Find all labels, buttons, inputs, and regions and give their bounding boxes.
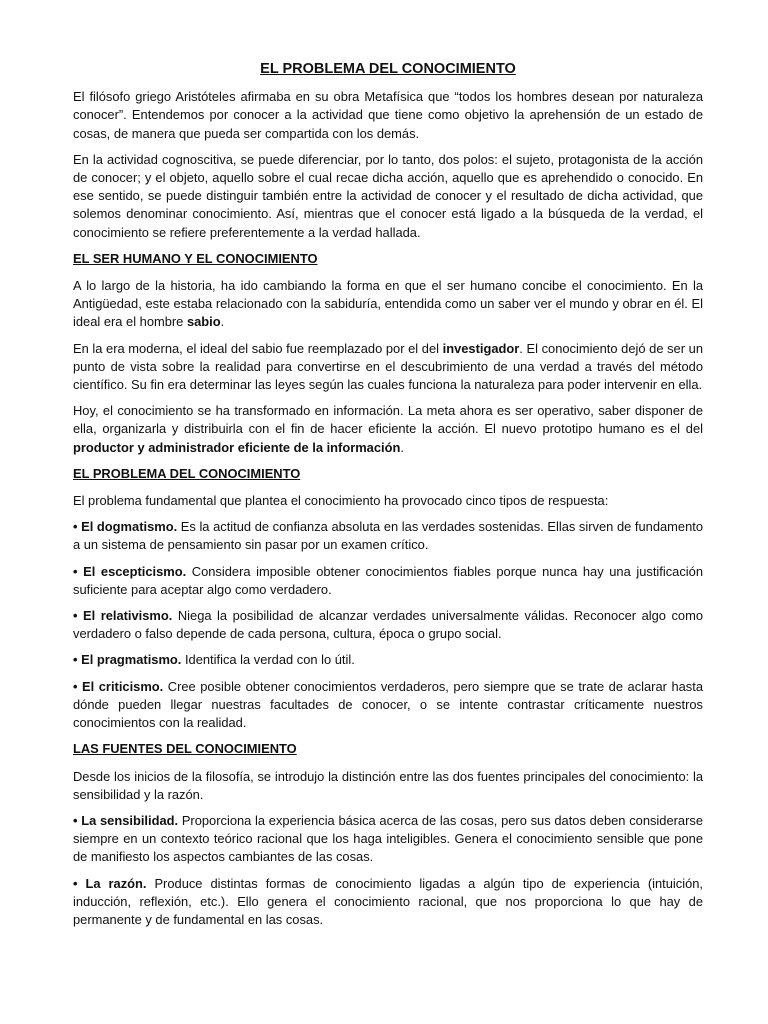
paragraph-era-moderna	[73, 340, 703, 395]
bold-term-sabio: sabio	[186, 314, 221, 330]
list-item-text: Es la actitud de confianza absoluta en las verdades sostenidas. Ellas sirven de fundamento a un sistema de pensamiento sin pasar por un examen crítico.	[73, 519, 703, 553]
list-item-term: • El dogmatismo.	[73, 519, 178, 535]
list-item-term: • La razón.	[73, 875, 147, 891]
section-heading-fuentes: LAS FUENTES DEL CONOCIMIENTO	[73, 741, 297, 757]
bold-term-productor: productor y administrador eficiente de la información	[73, 439, 401, 455]
list-item-sensibilidad	[73, 812, 703, 867]
list-item-pragmatismo	[73, 651, 703, 669]
paragraph-end: .	[400, 439, 404, 455]
paragraph-text: Hoy, el conocimiento se ha transformado en información. La meta ahora es ser operativo, saber disponer de ella, organizarla y distribuirla con el fin de hacer eficiente la acción. El nuevo prototipo humano es el del	[73, 403, 703, 437]
list-item-text: Niega la posibilidad de alcanzar verdades universalmente válidas. Reconocer algo como verdadero o falso depende de cada persona, cultura, época o grupo social.	[73, 608, 703, 642]
list-item-razon	[73, 875, 703, 930]
list-item-text: Considera imposible obtener conocimientos fiables porque nunca hay una justificación suficiente para aceptar algo como verdadero.	[73, 563, 703, 597]
section-heading-ser-humano: EL SER HUMANO Y EL CONOCIMIENTO	[73, 250, 318, 266]
paragraph-end: .	[220, 314, 225, 330]
list-item-escepticismo	[73, 563, 703, 599]
list-item-criticismo	[73, 678, 703, 733]
paragraph-text: En la era moderna, el ideal del sabio fue reemplazado por el del	[73, 340, 443, 356]
list-item-text: Identifica la verdad con lo útil.	[181, 652, 355, 668]
paragraph-fuentes-lead: Desde los inicios de la filosofía, se introdujo la distinción entre las dos fuentes principales del conocimiento: la sensibilidad y la razón.	[73, 768, 703, 802]
bold-term-investigador: investigador	[442, 340, 520, 356]
intro-paragraph-2: En la actividad cognoscitiva, se puede diferenciar, por lo tanto, dos polos: el sujeto, protagonista de la acción de conocer; y el objeto, aquello sobre el cual recae dicha acción, aquello que es aprehendido o conocido. En ese sentido, se puede distinguir también entre la actividad de conocer y el resultado de dicha actividad, que solemos denominar conocimiento. Así, mientras que el conocer está ligado a la búsqueda de la verdad, el conocimiento se refiere preferentemente a la verdad hallada.	[73, 151, 703, 240]
list-item-term: • La sensibilidad.	[73, 812, 179, 828]
list-item-text: Cree posible obtener conocimientos verdaderos, pero siempre que se trate de aclarar hasta dónde pueden llegar nuestras facultades de conocer, o se intente contrastar críticamente nuestros conocimientos con la realidad.	[73, 678, 703, 731]
document-title: EL PROBLEMA DEL CONOCIMIENTO	[260, 61, 516, 77]
section-heading-problema: EL PROBLEMA DEL CONOCIMIENTO	[73, 465, 301, 481]
intro-paragraph-1: El filósofo griego Aristóteles afirmaba en su obra Metafísica que “todos los hombres desean por naturaleza conocer”. Entendemos por conocer a la actividad que tiene como objetivo la aprehensión de un estado de cosas, de manera que pueda ser compartida con los demás.	[73, 89, 703, 141]
paragraph-end: . El conocimiento dejó de ser un punto de vista sobre la realidad para convertirse en el descubrimiento de una verdad a través del método científico. Su fin era determinar las leyes según las cuales funciona la naturaleza para poder intervenir en ella.	[73, 340, 703, 393]
list-item-term: • El pragmatismo.	[73, 652, 182, 668]
paragraph-text: A lo largo de la historia, ha ido cambiando la forma en que el ser humano concibe el conocimiento. En la Antigüedad, este estaba relacionado con la sabiduría, entendida como un saber ver el mundo y obrar en él. El ideal era el hombre	[73, 278, 703, 330]
document-page	[73, 60, 703, 937]
list-item-term: • El criticismo.	[73, 678, 164, 694]
list-item-text: Produce distintas formas de conocimiento ligadas a algún tipo de experiencia (intuición, inducción, reflexión, etc.). Ello genera el conocimiento racional, que nos proporciona lo que hay de permanente y de fundamental en las cosas.	[73, 875, 703, 927]
list-item-relativismo	[73, 607, 703, 643]
paragraph-antiguedad	[73, 277, 703, 332]
paragraph-problema-lead: El problema fundamental que plantea el conocimiento ha provocado cinco tipos de respuesta:	[73, 493, 609, 509]
list-item-term: • El escepticismo.	[73, 563, 187, 579]
list-item-text: Proporciona la experiencia básica acerca de las cosas, pero sus datos deben considerarse siempre en un contexto teórico racional que los haga inteligibles. Genera el conocimiento sensible que pone de manifiesto los aspectos cambiantes de las cosas.	[73, 812, 703, 865]
paragraph-hoy	[73, 402, 703, 457]
list-item-term: • El relativismo.	[73, 608, 173, 624]
list-item-dogmatismo	[73, 518, 703, 554]
